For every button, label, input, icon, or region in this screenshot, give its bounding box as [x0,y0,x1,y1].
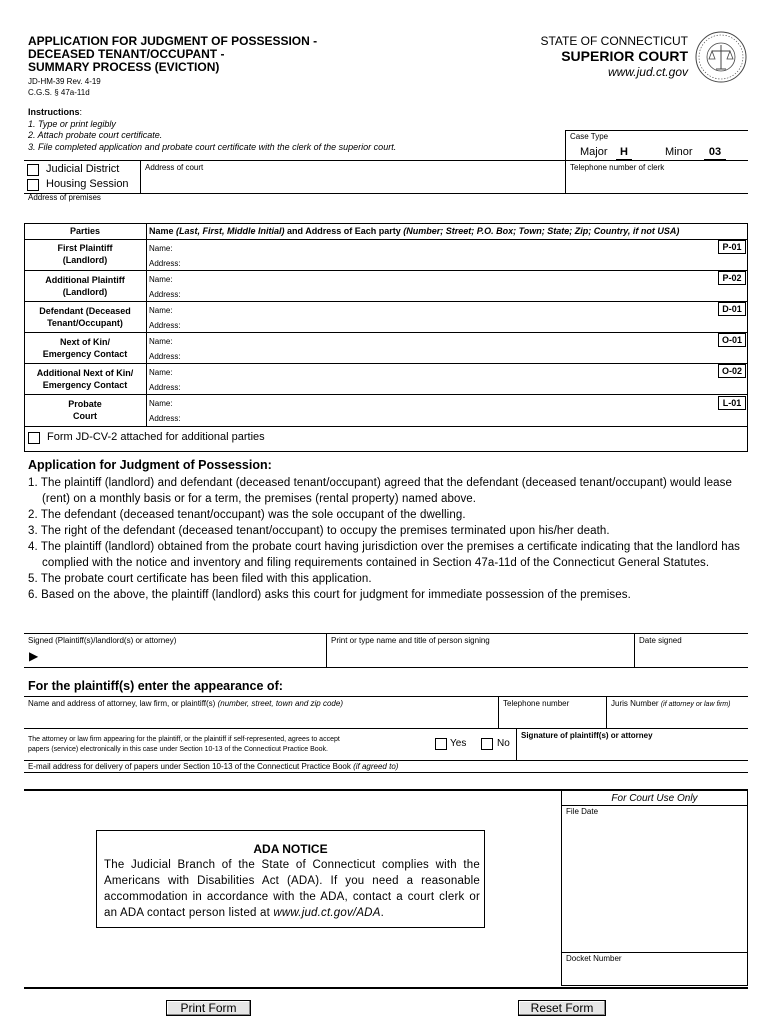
appearance-heading: For the plaintiff(s) enter the appearance of: [28,679,283,693]
juris-number-label: Juris Number (if attorney or law firm) [611,699,731,708]
additional-parties-checkbox[interactable] [28,432,40,444]
electronic-no-label: No [497,738,510,749]
statement-1: 1. The plaintiff (landlord) and defendant (deceased tenant/occupant) agreed that the defendant (deceased tenant/occupant) would lease (rent) on a monthly basis or for a term, the premises (rental property) named above. [28,477,733,505]
email-label: E-mail address for delivery of papers under Section 10-13 of the Connecticut Practice Book (if agreed to) [28,762,399,771]
address-of-premises-input[interactable] [160,195,740,221]
telephone-clerk-label: Telephone number of clerk [570,163,665,172]
party-name-label: Name: [149,399,173,408]
docket-number-label: Docket Number [566,954,622,963]
signed-label: Signed (Plaintiff(s)/landlord(s) or attorney) [28,636,177,645]
print-form-button[interactable]: Print Form [166,1000,251,1016]
ada-link[interactable]: www.jud.ct.gov/ADA [273,907,381,919]
print-name-input[interactable] [331,646,631,665]
judicial-district-checkbox[interactable] [27,164,39,176]
party-label-next-of-kin: Next of Kin/ Emergency Contact [42,337,128,359]
party-name-label: Name: [149,275,173,284]
application-statements [28,475,748,603]
statement-3: 3. The right of the defendant (deceased tenant/occupant) to occupy the premises terminated upon his/her death. [28,525,610,537]
instructions: Instructions: 1. Type or print legibly 2. Attach probate court certificate. 3. File completed application and probate court certificate with the clerk of the superior court. [28,107,397,152]
party-address-label: Address: [149,321,181,330]
statement-5: 5. The probate court certificate has been filed with this application. [28,573,372,585]
party-name-label: Name: [149,244,173,253]
party-name-label: Name: [149,306,173,315]
case-type-minor-value[interactable]: 03 [704,145,726,160]
statement-4: 4. The plaintiff (landlord) obtained from the probate court having jurisdiction over the premises a certificate indicating that the landlord has complied with the notice and inventory and filing requirements contained in Section 47a-11d of the Connecticut General Statutes. [28,541,741,569]
case-type-major-label: Major [580,146,608,158]
statute-reference: C.G.S. § 47a-11d [28,88,90,97]
date-signed-label: Date signed [639,636,682,645]
address-of-court-label: Address of court [145,163,204,172]
case-type-label: Case Type [570,132,609,141]
judicial-district-label: Judicial District [46,163,120,175]
statement-6: 6. Based on the above, the plaintiff (landlord) asks this court for judgment for immediate possession of the premises. [28,589,631,601]
party-address-label: Address: [149,259,181,268]
name-address-label: Name and address of attorney, law firm, or plaintiff(s) (number, street, town and zip code) [28,699,343,708]
electronic-no-checkbox[interactable] [481,738,493,750]
electronic-yes-checkbox[interactable] [435,738,447,750]
party-label-first-plaintiff: First Plaintiff (Landlord) [57,243,113,265]
party-code: O-01 [718,333,746,347]
party-code: L-01 [718,396,746,410]
ada-notice-heading: ADA NOTICE [253,842,328,856]
state-name: STATE OF CONNECTICUT [540,34,688,48]
party-address-label: Address: [149,383,181,392]
party-address-label: Address: [149,414,181,423]
court-website: www.jud.ct.gov [607,65,688,79]
party-address-label: Address: [149,290,181,299]
court-use-label: For Court Use Only [611,793,698,804]
party-label-additional-next-of-kin: Additional Next of Kin/ Emergency Contact [36,368,134,390]
party-code: P-01 [718,240,746,254]
date-signed-input[interactable] [639,646,745,665]
form-number: JD-HM-39 Rev. 4-19 [28,77,101,86]
address-of-premises-label: Address of premises [28,193,101,202]
signature-arrow-icon: ▶ [29,649,39,663]
parties-name-header: Name (Last, First, Middle Initial) and Address of Each party (Number; Street; P.O. Box; Town; State; Zip; Country, if not USA) [149,226,680,236]
telephone-label: Telephone number [503,699,570,708]
party-name-label: Name: [149,337,173,346]
signature-input[interactable] [45,646,323,665]
party-address-label: Address: [149,352,181,361]
ada-notice-body: The Judicial Branch of the State of Connecticut complies with the Americans with Disabilities Act (ADA). If you need a reasonable accommodation in accordance with the ADA, contact a court clerk or an ADA contact person listed at www.jud.ct.gov/ADA. [104,859,480,919]
party-label-defendant: Defendant (Deceased Tenant/Occupant) [39,306,131,328]
file-date-label: File Date [566,807,599,816]
housing-session-checkbox[interactable] [27,179,39,191]
form-title: APPLICATION FOR JUDGMENT OF POSSESSION - DECEASED TENANT/OCCUPANT - SUMMARY PROCESS (EVICTION) [28,34,318,74]
party-code: D-01 [718,302,746,316]
case-type-major-value[interactable]: H [616,145,632,160]
statement-2: 2. The defendant (deceased tenant/occupant) was the sole occupant of the dwelling. [28,509,466,521]
electronic-yes-label: Yes [450,738,467,749]
court-name: SUPERIOR COURT [561,48,688,64]
signature-plaintiff-label: Signature of plaintiff(s) or attorney [521,731,653,740]
parties-column-header: Parties [69,226,101,236]
party-code: P-02 [718,271,746,285]
state-seal-icon [694,30,748,84]
electronic-service-text: The attorney or law firm appearing for the plaintiff, or the plaintiff if self-represented, agrees to accept papers (service) electronically in this case under Section 10-13 of the Connecticut Practice Book. [28,736,340,753]
housing-session-label: Housing Session [46,178,129,190]
party-name-label: Name: [149,368,173,377]
print-name-label: Print or type name and title of person signing [331,636,490,645]
reset-form-button[interactable]: Reset Form [518,1000,606,1016]
additional-parties-label: Form JD-CV-2 attached for additional parties [47,431,265,443]
case-type-minor-label: Minor [665,146,693,158]
application-heading: Application for Judgment of Possession: [28,458,272,472]
party-label-probate-court: Probate Court [68,399,102,421]
party-label-additional-plaintiff: Additional Plaintiff (Landlord) [45,275,125,297]
party-code: O-02 [718,364,746,378]
